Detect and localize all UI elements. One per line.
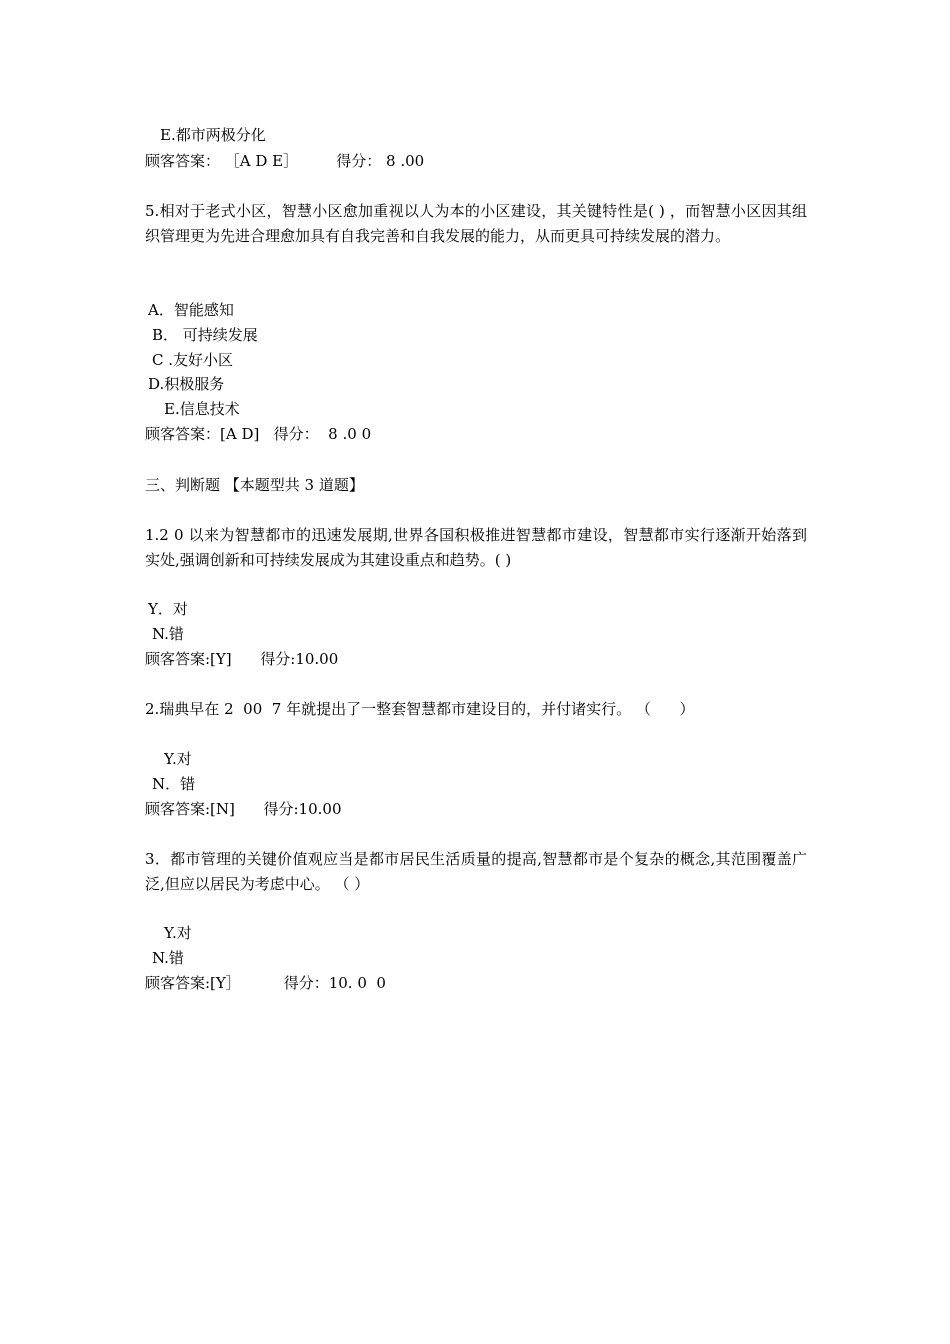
tf3-answer-score: 顾客答案:[Y］ 得分：10. 0 0 — [145, 974, 386, 992]
prev-answer-score: 顾客答案： ［A D E］ 得分： 8 .00 — [145, 152, 425, 170]
q5-option-d: D.积极服务 — [148, 375, 225, 393]
tf2-stem: 2.瑞典早在 2 00 7 年就提出了一整套智慧都市建设目的，并付诸实行。 （ ） — [145, 700, 695, 718]
q5-option-b: B． 可持续发展 — [152, 326, 258, 344]
q5-option-c: C .友好小区 — [152, 351, 234, 369]
tf2-option-y: Y.对 — [164, 750, 192, 768]
q5-stem: 5.相对于老式小区，智慧小区愈加重视以人为本的小区建设，其关键特性是( ) ，而智慧小区因其组织管理更为先进合理愈加具有自我完善和自我发展的能力，从而更具可持续发展的潜力。 — [145, 202, 807, 245]
tf1-answer-score: 顾客答案:[Y] 得分:10.00 — [145, 650, 339, 668]
tf2-option-n: N．错 — [152, 775, 196, 793]
tf1-option-n: N.错 — [152, 625, 184, 643]
tf1-stem: 1.2 0 以来为智慧都市的迅速发展期,世界各国积极推进智慧都市建设，智慧都市实行逐渐开始落到实处,强调创新和可持续发展成为其建设重点和趋势。( ) — [145, 526, 807, 569]
section-heading: 三、判断题 【本题型共 3 道题】 — [145, 476, 364, 494]
tf3-option-n: N.错 — [152, 949, 184, 967]
tf3-stem: 3．都市管理的关键价值观应当是都市居民生活质量的提高,智慧都市是个复杂的概念,其范围覆盖广泛,但应以居民为考虑中心。 （ ） — [145, 850, 807, 893]
q5-answer-score: 顾客答案：[A D] 得分： 8 .0 0 — [145, 425, 372, 443]
q5-option-a: A．智能感知 — [148, 301, 234, 319]
tf1-option-y: Y．对 — [148, 600, 188, 618]
tf2-answer-score: 顾客答案:[N] 得分:10.00 — [145, 800, 342, 818]
prev-option-e: E.都市两极分化 — [160, 126, 266, 144]
tf3-option-y: Y.对 — [164, 924, 192, 942]
q5-option-e: E.信息技术 — [164, 400, 240, 418]
